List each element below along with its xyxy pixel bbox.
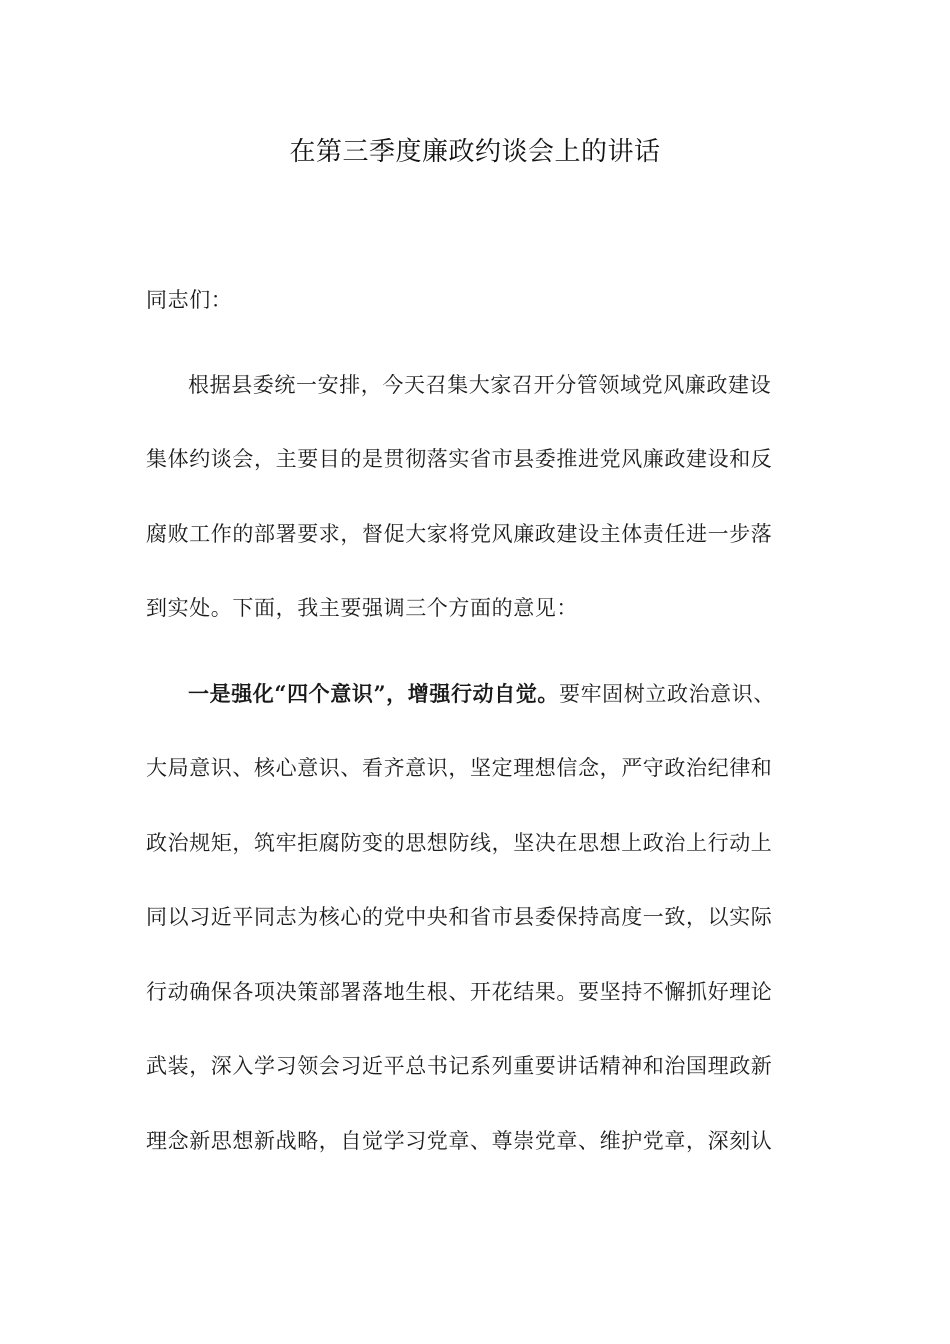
paragraph-2-line-5: 行动确保各项决策部署落地生根、开花结果。要坚持不懈抓好理论: [146, 980, 773, 1004]
salutation: 同志们：: [146, 288, 233, 312]
paragraph-2-line-6: 武装，深入学习领会习近平总书记系列重要讲话精神和治国理政新: [146, 1054, 773, 1078]
paragraph-2-lead-heading: 一是强化“四个意识”，增强行动自觉。: [188, 681, 559, 706]
paragraph-1-line-1: 根据县委统一安排，今天召集大家召开分管领域党风廉政建设: [188, 373, 772, 397]
document-title: 在第三季度廉政约谈会上的讲话: [289, 137, 661, 167]
paragraph-2-line-1: [188, 679, 868, 709]
paragraph-2-line-4: 同以习近平同志为核心的党中央和省市县委保持高度一致，以实际: [146, 905, 773, 929]
paragraph-2-line-2: 大局意识、核心意识、看齐意识，坚定理想信念，严守政治纪律和: [146, 756, 773, 780]
paragraph-1-line-2: 集体约谈会，主要目的是贯彻落实省市县委推进党风廉政建设和反: [146, 447, 773, 471]
paragraph-1-line-3: 腐败工作的部署要求，督促大家将党风廉政建设主体责任进一步落: [146, 522, 773, 546]
paragraph-2-lead-text: 要牢固树立政治意识、: [558, 682, 775, 706]
paragraph-1-line-4: 到实处。下面，我主要强调三个方面的意见：: [146, 596, 578, 620]
paragraph-2-line-3: 政治规矩，筑牢拒腐防变的思想防线，坚决在思想上政治上行动上: [146, 831, 773, 855]
paragraph-2-line-7: 理念新思想新战略，自觉学习党章、尊崇党章、维护党章，深刻认: [146, 1129, 773, 1153]
